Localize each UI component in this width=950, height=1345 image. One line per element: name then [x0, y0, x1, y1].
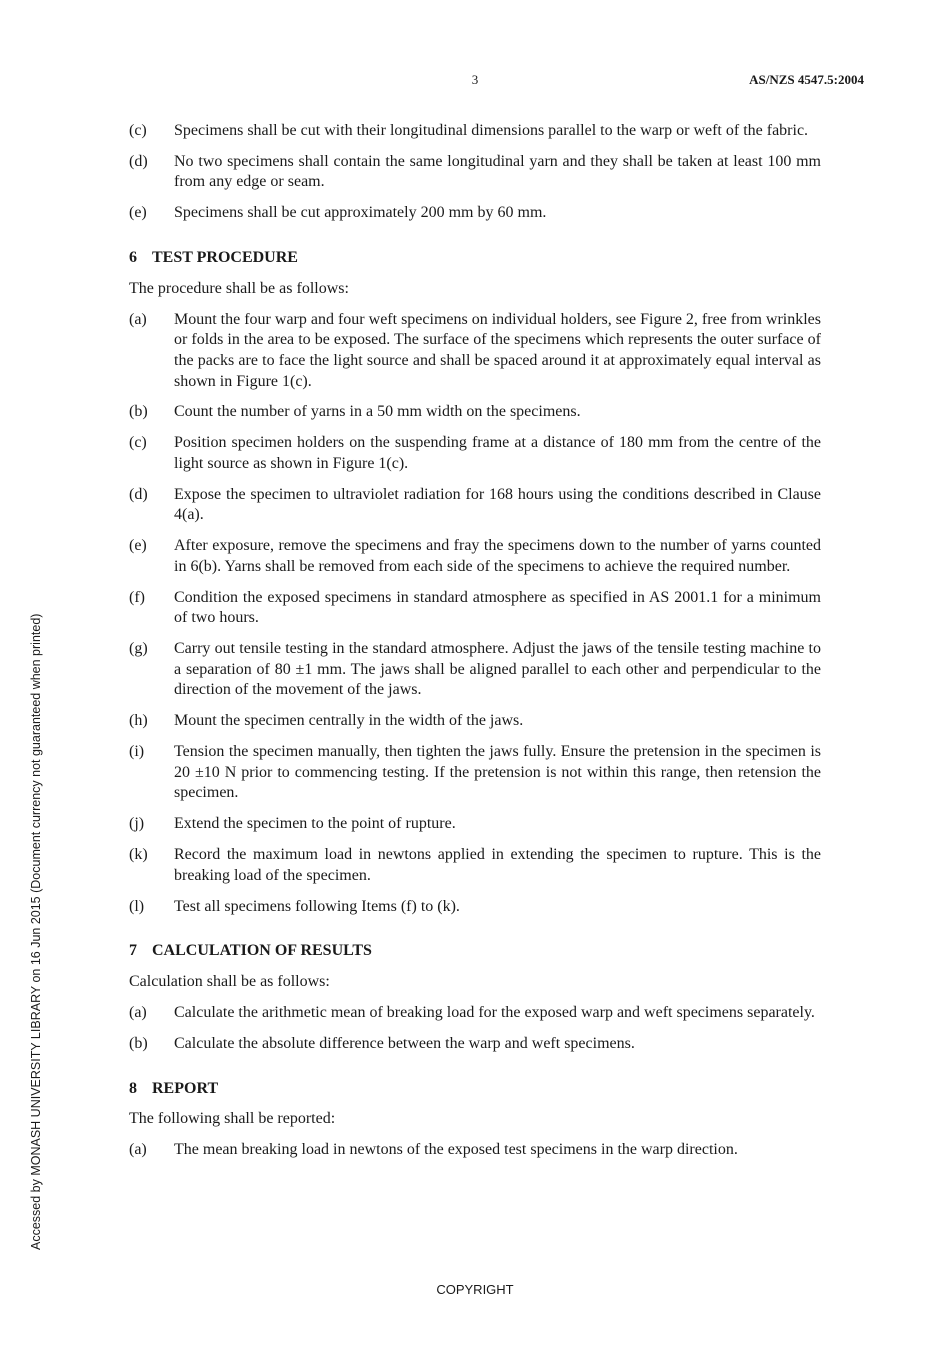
- list-item: [129, 536, 821, 577]
- section-title: TEST PROCEDURE: [152, 248, 298, 266]
- list-item: [129, 1003, 821, 1024]
- list-item-label: (h): [129, 712, 148, 730]
- copyright-footer: COPYRIGHT: [436, 1282, 514, 1297]
- list-item-label: (f): [129, 588, 145, 606]
- list-item-label: (j): [129, 815, 145, 833]
- list-item: [129, 203, 821, 224]
- list-item-label: (d): [129, 152, 148, 170]
- section-heading-test-procedure: [129, 248, 821, 269]
- list-item: [129, 402, 821, 423]
- section-intro: The procedure shall be as follows:: [129, 279, 349, 297]
- section-title: REPORT: [152, 1079, 219, 1097]
- list-item-label: (c): [129, 434, 147, 452]
- list-item-text: Calculate the absolute difference between the warp and weft specimens.: [174, 1034, 635, 1052]
- list-item-text: After exposure, remove the specimens and fray the specimens down to the number of yarns counted in 6(b). Yarns shall be removed from each side of the specimens to achieve the required number.: [174, 537, 821, 575]
- section-intro: Calculation shall be as follows:: [129, 973, 330, 991]
- list-item: [129, 121, 821, 142]
- standard-identifier: AS/NZS 4547.5:2004: [749, 72, 864, 87]
- page-number: 3: [471, 72, 479, 87]
- list-item: [129, 814, 821, 835]
- list-item: [129, 310, 821, 392]
- list-item-label: (e): [129, 537, 147, 555]
- list-item: [129, 742, 821, 804]
- list-item-text: No two specimens shall contain the same longitudinal yarn and they shall be taken at least 100 mm from any edge or seam.: [174, 152, 821, 191]
- list-item: [129, 433, 821, 474]
- list-item-text: Specimens shall be cut with their longitudinal dimensions parallel to the warp or weft of the fabric.: [174, 122, 809, 139]
- list-item-text: Extend the specimen to the point of rupture.: [174, 815, 456, 833]
- access-watermark: Accessed by MONASH UNIVERSITY LIBRARY on 16 Jun 2015 (Document currency not guaranteed when printed): [29, 613, 43, 1250]
- list-item-text: Count the number of yarns in a 50 mm width on the specimens.: [174, 403, 581, 421]
- list-item-label: (b): [129, 403, 148, 421]
- list-item: [129, 485, 821, 526]
- list-item-text: Condition the exposed specimens in standard atmosphere as specified in AS 2001.1 for a minimum of two hours.: [174, 588, 821, 627]
- list-item-text: Tension the specimen manually, then tighten the jaws fully. Ensure the pretension in the specimen is 20 ±10 N prior to commencing testing. If the pretension is not within this range, then retension the specimen.: [174, 743, 821, 802]
- list-item-label: (k): [129, 846, 148, 864]
- section-heading-report: [129, 1079, 821, 1100]
- list-item-label: (d): [129, 485, 148, 503]
- list-item-text: The mean breaking load in newtons of the exposed test specimens in the warp direction.: [174, 1141, 738, 1159]
- list-item-label: (e): [129, 204, 147, 222]
- document-body: [129, 121, 821, 1171]
- list-item: [129, 845, 821, 886]
- list-item-label: (a): [129, 1141, 147, 1159]
- section-heading-calculation: [129, 941, 821, 962]
- list-item: [129, 588, 821, 629]
- list-item-text: Expose the specimen to ultraviolet radiation for 168 hours using the conditions described in Clause 4(a).: [174, 485, 821, 524]
- section-number: 6: [129, 248, 137, 266]
- list-item-label: (i): [129, 743, 145, 761]
- list-item-text: Position specimen holders on the suspending frame at a distance of 180 mm from the centre of the light source as shown in Figure 1(c).: [174, 434, 821, 472]
- list-item-text: Record the maximum load in newtons applied in extending the specimen to rupture. This is the breaking load of the specimen.: [174, 846, 821, 884]
- list-item: [129, 897, 821, 918]
- list-item-label: (l): [129, 897, 145, 915]
- list-item-text: Specimens shall be cut approximately 200 mm by 60 mm.: [174, 204, 547, 222]
- list-item-text: Test all specimens following Items (f) to (k).: [174, 897, 460, 915]
- section-number: 7: [129, 942, 137, 960]
- section-title: CALCULATION OF RESULTS: [152, 942, 372, 960]
- list-item-text: Mount the four warp and four weft specimens on individual holders, see Figure 2, free from wrinkles or folds in the area to be exposed. The surface of the specimens which represents the outer surface of the packs are to face the light source and shall be spaced around it at approximately equal interval as shown in Figure 1(c).: [174, 310, 821, 390]
- list-item: [129, 1140, 821, 1161]
- list-item: [129, 1034, 821, 1055]
- list-item: [129, 639, 821, 701]
- list-item-text: Carry out tensile testing in the standard atmosphere. Adjust the jaws of the tensile testing machine to a separation of 80 ±1 mm. The jaws shall be aligned parallel to each other and perpendicular to the direction of the movement of the jaws.: [174, 640, 821, 699]
- list-item-text: Mount the specimen centrally in the width of the jaws.: [174, 712, 524, 730]
- list-item-label: (a): [129, 310, 147, 328]
- list-item-text: Calculate the arithmetic mean of breaking load for the exposed warp and weft specimens separately.: [174, 1004, 815, 1022]
- list-item: [129, 711, 821, 732]
- list-item: [129, 152, 821, 193]
- list-item-label: (c): [129, 122, 147, 139]
- list-item-label: (g): [129, 640, 148, 658]
- list-item-label: (b): [129, 1034, 148, 1052]
- section-intro: The following shall be reported:: [129, 1110, 336, 1128]
- section-number: 8: [129, 1079, 137, 1097]
- list-item-label: (a): [129, 1004, 147, 1022]
